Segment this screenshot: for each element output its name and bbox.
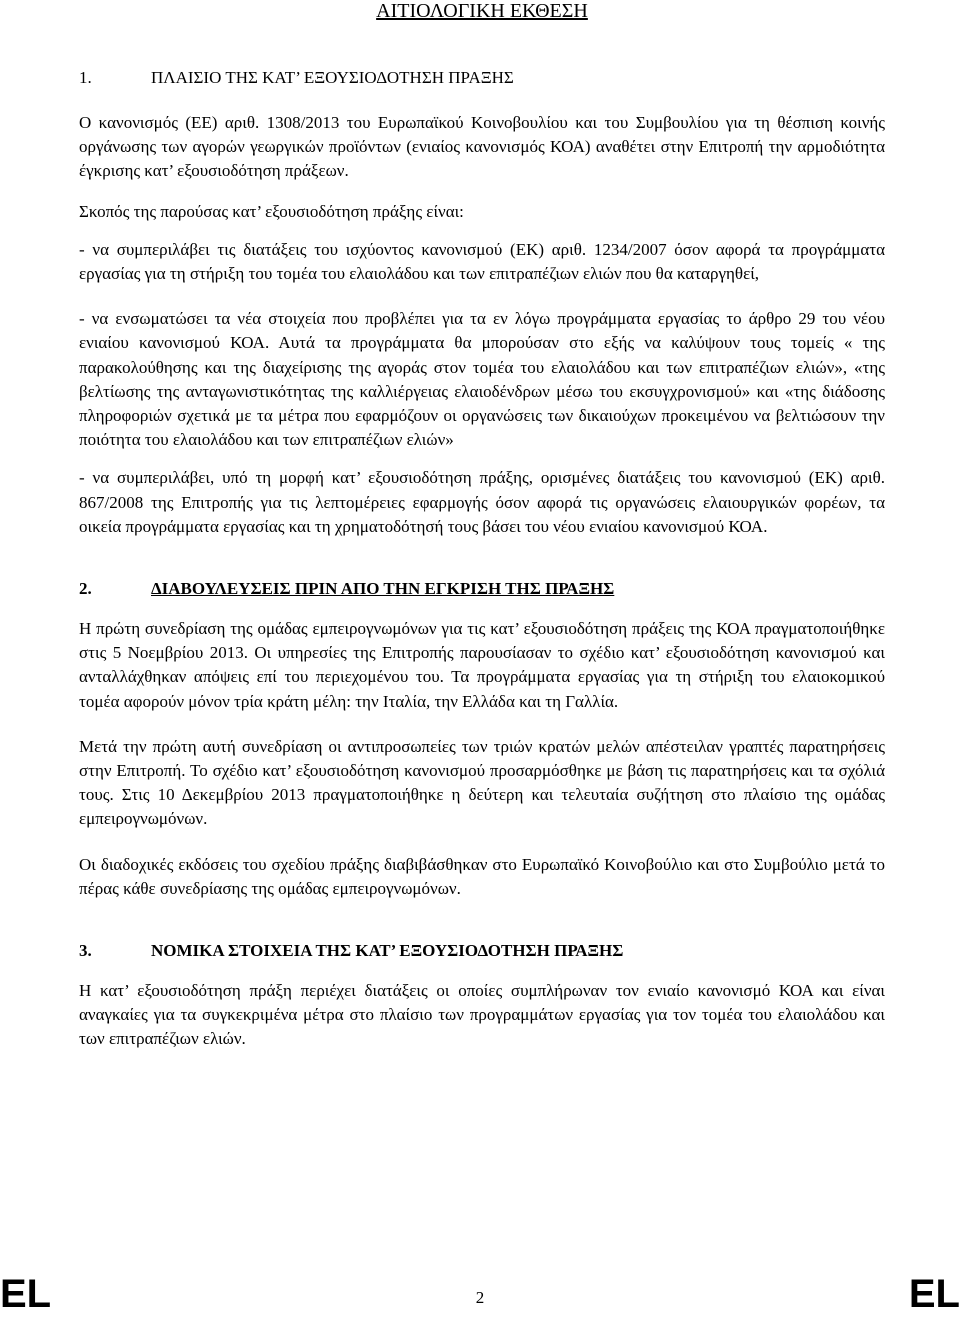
section-2-paragraph-1: Η πρώτη συνεδρίαση της ομάδας εμπειρογνωμόνων για τις κατ’ εξουσιοδότηση πράξεις της ΚΟΑ πραγματοποιήθηκε στις 5 Νοεμβρίου 2013. Οι υπηρεσίες της Επιτροπής παρουσίασαν το σχέδιο κατ’ εξουσιοδότηση κανονισμού και ανταλλάχθηκαν απόψεις επί του περιεχομένου του. Τα προγράμματα εργασίας για τη στήριξη του ελαιοκομικού τομέα αφορούν μόνον τρία κράτη μέλη: την Ιταλία, την Ελλάδα και τη Γαλλία. — [79, 619, 885, 711]
document-title: ΑΙΤΙΟΛΟΓΙΚΗ ΕΚΘΕΣΗ — [376, 0, 588, 22]
section-1-paragraph-1: Ο κανονισμός (ΕΕ) αριθ. 1308/2013 του Ευρωπαϊκού Κοινοβουλίου και του Συμβουλίου για τη θέσπιση κοινής οργάνωσης των αγορών γεωργικών προϊόντων (ενιαίος κανονισμός ΚΟΑ) αναθέτει στην Επιτροπή την αρμοδιότητα έγκρισης κατ’ εξουσιοδότηση πράξεων. — [79, 113, 885, 181]
section-3-paragraph-1: Η κατ’ εξουσιοδότηση πράξη περιέχει διατάξεις οι οποίες συμπλήρωναν τον ενιαίο κανονισμό ΚΟΑ και είναι αναγκαίες για τα συγκεκριμένα μέτρα στο πλαίσιο των προγραμμάτων εργασίας για τον τομέα του ελαιολάδου και των επιτραπέζιων ελιών. — [79, 981, 885, 1049]
section-3-heading — [79, 939, 885, 963]
section-1-paragraph-3: - να συμπεριλάβει τις διατάξεις του ισχύοντος κανονισμού (ΕΚ) αριθ. 1234/2007 όσον αφορά τα προγράμματα εργασίας για τη στήριξη του τομέα του ελαιολάδου και των επιτραπέζιων ελιών που θα καταργηθεί, — [79, 239, 885, 284]
section-2-paragraph-2: Μετά την πρώτη αυτή συνεδρίαση οι αντιπροσωπείες των τριών κρατών μελών απέστειλαν γραπτές παρατηρήσεις στην Επιτροπή. Το σχέδιο κατ’ εξουσιοδότηση κανονισμού προσαρμόσθηκε με βάση τις παρατηρήσεις και τα σχόλιά τους. Στις 10 Δεκεμβρίου 2013 πραγματοποιήθηκε η δεύτερη και τελευταία συζήτηση στο πλαίσιο της ομάδας εμπειρογνωμόνων. — [79, 736, 885, 829]
section-1-heading — [79, 66, 885, 90]
document-page — [79, 0, 885, 1052]
section-1-paragraph-2: Σκοπός της παρούσας κατ’ εξουσιοδότηση πράξης είναι: — [79, 201, 464, 221]
section-1-paragraph-4: - να ενσωματώσει τα νέα στοιχεία που προβλέπει για τα εν λόγω προγράμματα εργασίας το άρθρο 29 του νέου ενιαίου κανονισμού ΚΟΑ. Αυτά τα προγράμματα θα μπορούσαν στο εξής να καλύψουν τους τομείς « της παρακολούθησης και της διαχείρισης της αγοράς στον τομέα του ελαιολάδου και των επιτραπέζιων ελιών», «της βελτίωσης της ανταγωνιστικότητας της καλλιέργειας ελαιοδένδρων μέσω του εκσυγχρονισμού» και «της διάδοσης πληροφοριών σχετικά με τα μέτρα που εφαρμόζουν οι οργανώσεις των δικαιούχων προκειμένου να βελτιώσουν την ποιότητα του ελαιολάδου και των επιτραπέζιων ελιών» — [79, 309, 885, 450]
section-2-paragraph-3: Οι διαδοχικές εκδόσεις του σχεδίου πράξης διαβιβάσθηκαν στο Ευρωπαϊκό Κοινοβούλιο και στο Συμβούλιο μετά το πέρας κάθε συνεδρίασης της ομάδας εμπειρογνωμόνων. — [79, 854, 885, 898]
section-2-heading — [79, 577, 885, 601]
footer-language-code-right: EL — [908, 1272, 960, 1316]
section-1-paragraph-5: - να συμπεριλάβει, υπό τη μορφή κατ’ εξουσιοδότηση πράξης, ορισμένες διατάξεις του κανονισμού (ΕΚ) αριθ. 867/2008 της Επιτροπής για τις λεπτομέρειες εφαρμογής όσον αφορά τις οργανώσεις ελαιουργικών φορέων, τα οικεία προγράμματα εργασίας και τη χρηματοδότησή τους βάσει του νέου ενιαίου κανονισμού ΚΟΑ. — [79, 468, 885, 536]
section-1-title: ΠΛΑΙΣΙΟ ΤΗΣ ΚΑΤ’ ΕΞΟΥΣΙΟΔΟΤΗΣΗ ΠΡΑΞΗΣ — [151, 68, 514, 87]
section-1-number: 1. — [79, 68, 92, 87]
section-2-number: 2. — [79, 579, 92, 599]
section-2-title: ΔΙΑΒΟΥΛΕΥΣΕΙΣ ΠΡΙΝ ΑΠΟ ΤΗΝ ΕΓΚΡΙΣΗ ΤΗΣ ΠΡΑΞΗΣ — [151, 579, 615, 599]
section-3-number: 3. — [79, 941, 92, 961]
page-footer — [0, 1272, 960, 1317]
footer-page-number: 2 — [475, 1288, 485, 1307]
footer-language-code-left: EL — [0, 1272, 52, 1316]
section-3-title: ΝΟΜΙΚΑ ΣΤΟΙΧΕΙΑ ΤΗΣ ΚΑΤ’ ΕΞΟΥΣΙΟΔΟΤΗΣΗ ΠΡΑΞΗΣ — [151, 941, 624, 961]
